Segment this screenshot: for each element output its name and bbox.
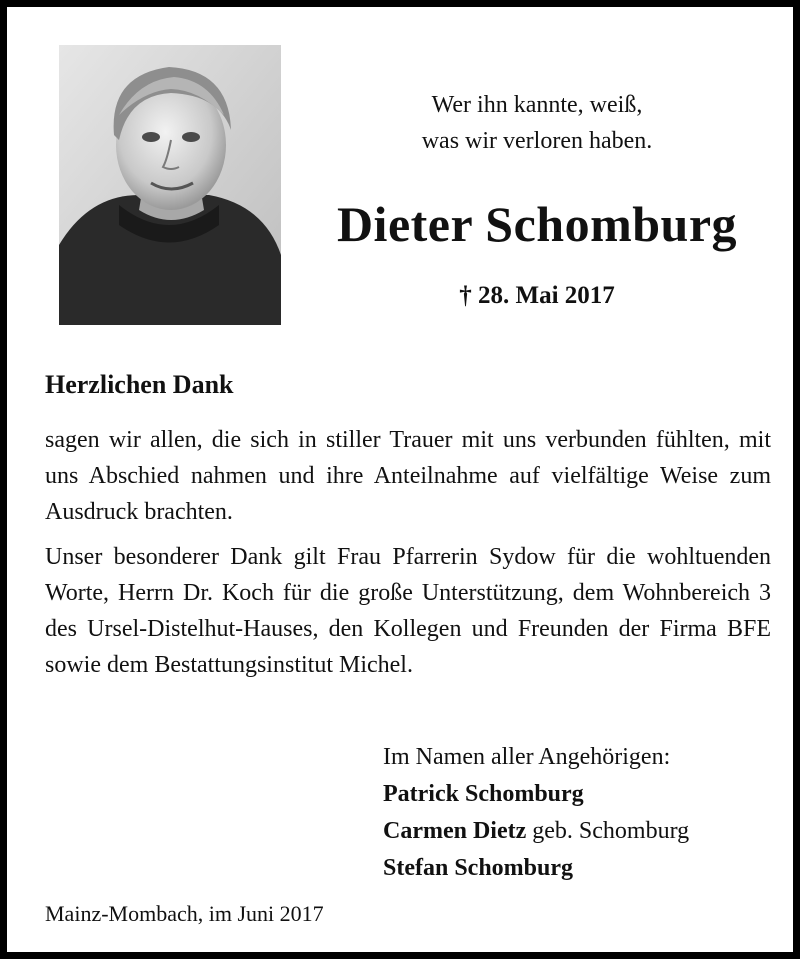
signature-name: Stefan Schomburg — [383, 855, 574, 881]
memorial-quote — [347, 87, 727, 159]
thanks-paragraph-2: Unser besonderer Dank gilt Frau Pfarrerin Sydow für die wohltuenden Worte, Herrn Dr. Koch für die große Unterstützung, dem Wohnbereich 3 des Ursel-Distelhut-Hauses, den Kollegen und Freunden der Firma BFE sowie dem Bestattungsinstitut Michel. — [45, 544, 771, 678]
thanks-paragraph-1: sagen wir allen, die sich in stiller Trauer mit uns verbunden fühlten, mit uns Abschied nahmen und ihre Anteilnahme auf vielfältige Weise zum Ausdruck brachten. — [45, 427, 771, 525]
signature-name: Carmen Dietz — [383, 818, 527, 844]
quote-line-2: was wir verloren haben. — [421, 128, 653, 154]
signature-intro: Im Namen aller Angehörigen: — [383, 744, 671, 770]
place-date: Mainz-Mombach, im Juni 2017 — [45, 901, 324, 926]
deceased-name: Dieter Schomburg — [336, 196, 738, 252]
thanks-heading: Herzlichen Dank — [45, 370, 234, 399]
signature-name-row — [383, 776, 783, 813]
signature-name-row — [383, 850, 783, 887]
signature-name: Patrick Schomburg — [383, 781, 584, 807]
signature-block — [383, 739, 783, 887]
signature-suffix: geb. Schomburg — [526, 818, 690, 844]
signature-name-row — [383, 813, 783, 850]
portrait-photo — [59, 45, 281, 325]
quote-line-1: Wer ihn kannte, weiß, — [431, 92, 643, 118]
death-date: † 28. Mai 2017 — [459, 282, 615, 309]
portrait-icon — [59, 45, 281, 325]
